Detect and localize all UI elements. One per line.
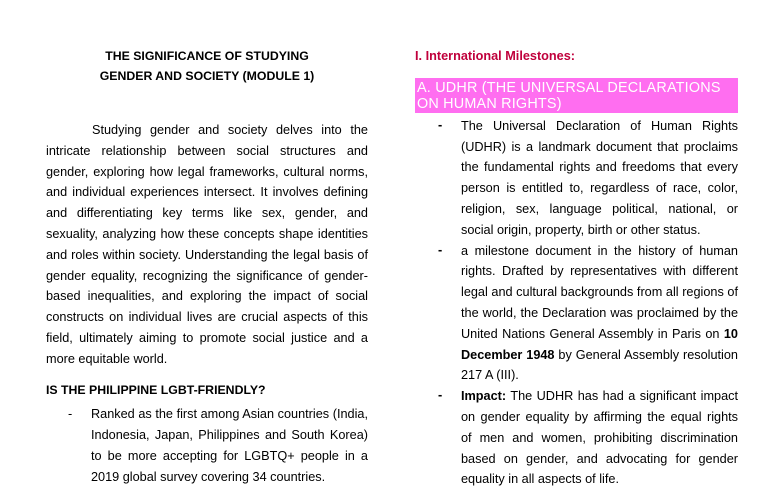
udhr-highlight-heading: A. UDHR (THE UNIVERSAL DECLARATIONS ON HUMAN RIGHTS) [415,78,738,113]
title-line-1: THE SIGNIFICANCE OF STUDYING [105,49,309,63]
bullet-text: The Universal Declaration of Human Rights (UDHR) is a landmark document that proclaims the fundamental rights and freedoms that every person is entitled to, regardless of race, color, religion, sex, language political, national, or social origin, property, birth or other status. [461,118,738,237]
impact-label: Impact: [461,389,507,404]
list-item [415,116,738,241]
list-item [415,241,738,387]
bullet-date: 10 December 1948 [461,326,738,362]
section-question: IS THE PHILIPPINE LGBT-FRIENDLY? [46,382,266,397]
udhr-bullet-list [415,116,738,490]
milestones-heading: I. International Milestones: [415,49,576,63]
left-column [46,46,368,488]
title-line-2: GENDER AND SOCIETY (MODULE 1) [99,69,315,83]
lgbt-bullet-list [46,404,368,487]
bullet-text: a milestone document in the history of human rights. Drafted by representatives with different legal and cultural backgrounds from all regions of the world, the Declaration was proclaimed by the United Nations General Assembly in Paris on [461,243,738,341]
intro-text: Studying gender and society delves into the intricate relationship between social structures and gender, exploring how legal frameworks, cultural norms, and individual experiences intersect. It involves defining and differentiating key terms like sex, gender, and sexuality, analyzing how these concepts shape identities and roles within society. Understanding the legal basis of gender equality, recognizing the significance of gender-based inequalities, and exploring the impact of social constructs on individual lives are crucial aspects of this field, ultimately aiming to promote social justice and a more equitable world. [46,123,368,366]
bullet-text: Ranked as the first among Asian countries (India, Indonesia, Japan, Philippines and South Korea) to be more accepting for LGBTQ+ people in a 2019 global survey covering 34 countries. [91,407,368,484]
module-title [46,46,368,86]
intro-paragraph [46,120,368,370]
list-item [46,404,368,487]
dash-bullet: - [438,117,443,132]
bullet-text: The UDHR has had a significant impact on gender equality by affirming the equal rights of men and women, prohibiting discrimination based on gender, and advocating for gender equality in all aspects of life. [461,389,738,487]
bullet-text-end: by General Assembly resolution 217 A (III). [461,347,738,383]
dash-bullet: - [438,242,443,257]
list-item [415,386,738,490]
right-column [415,46,738,490]
dash-bullet: - [68,407,73,422]
dash-bullet: - [438,388,443,403]
